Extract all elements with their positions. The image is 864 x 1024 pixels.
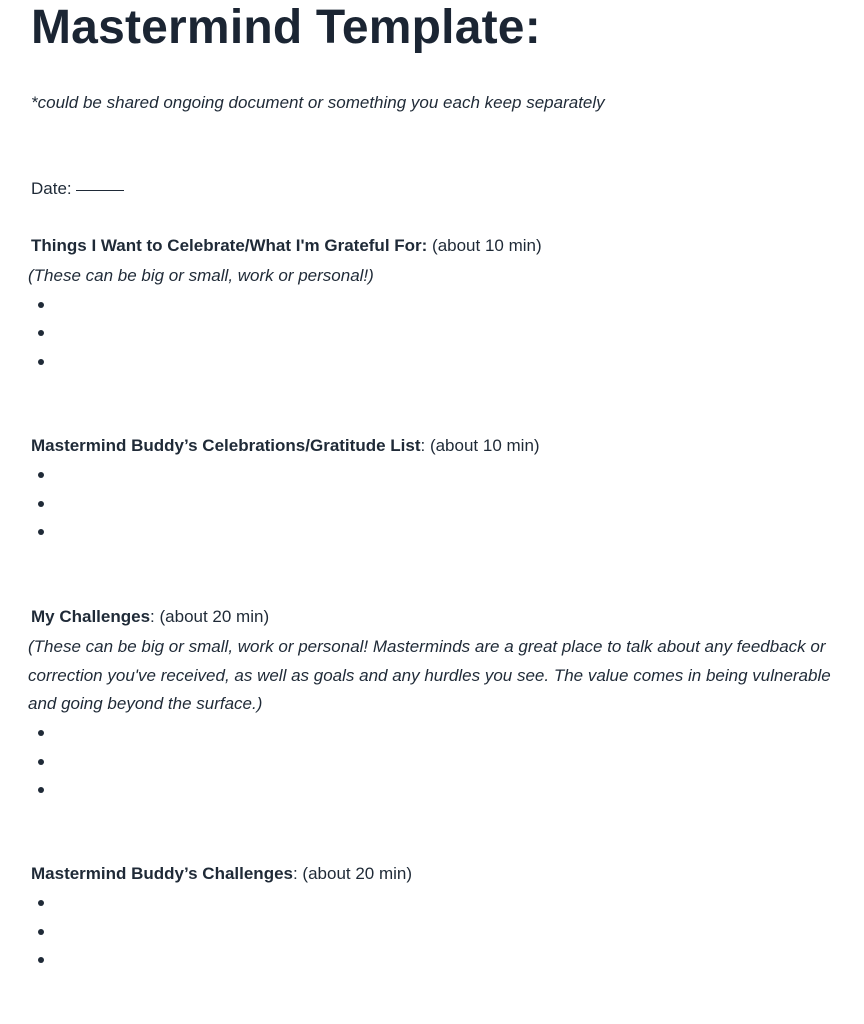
section-buddy-challenges [31, 862, 851, 975]
bullet-dot [38, 900, 44, 906]
bullet-list [31, 291, 851, 377]
list-item[interactable] [31, 946, 851, 975]
section-buddy-celebrations [31, 434, 851, 547]
bullet-dot [38, 330, 44, 336]
section-heading-time: : (about 20 min) [150, 607, 270, 626]
bullet-dot [38, 501, 44, 507]
list-item[interactable] [31, 719, 851, 748]
section-heading-time: (about 10 min) [427, 236, 542, 255]
bullet-list [31, 461, 851, 547]
date-line [31, 177, 124, 201]
bullet-dot [38, 529, 44, 535]
list-item[interactable] [31, 348, 851, 377]
page-title: Mastermind Template: [31, 1, 541, 54]
date-blank-line[interactable] [76, 190, 124, 191]
list-item[interactable] [31, 291, 851, 320]
list-item[interactable] [31, 518, 851, 547]
bullet-list [31, 719, 851, 805]
section-heading [31, 605, 851, 629]
list-item[interactable] [31, 461, 851, 490]
list-item[interactable] [31, 490, 851, 519]
section-heading [31, 234, 851, 258]
section-heading-bold: Things I Want to Celebrate/What I'm Grateful For: [31, 236, 428, 255]
bullet-list [31, 889, 851, 975]
bullet-dot [38, 957, 44, 963]
section-gratitude [28, 234, 851, 377]
section-description: (These can be big or small, work or personal!) [28, 266, 374, 285]
bullet-dot [38, 472, 44, 478]
list-item[interactable] [31, 319, 851, 348]
section-heading-bold: Mastermind Buddy’s Celebrations/Gratitude List [31, 436, 421, 455]
section-heading-time: : (about 20 min) [292, 864, 413, 883]
bullet-dot [38, 787, 44, 793]
date-label: Date: [31, 179, 72, 198]
template-note: *could be shared ongoing document or something you each keep separately [31, 93, 605, 112]
section-heading [31, 434, 851, 458]
list-item[interactable] [31, 776, 851, 805]
bullet-dot [38, 359, 44, 365]
section-my-challenges [28, 605, 851, 805]
bullet-dot [38, 929, 44, 935]
list-item[interactable] [31, 889, 851, 918]
section-heading-time: : (about 10 min) [420, 436, 540, 455]
bullet-dot [38, 759, 44, 765]
section-description: (These can be big or small, work or personal! Masterminds are a great place to talk about any feedback or correction you've received, as well as goals and any hurdles you see. The value comes in being vulnerable and going beyond the surface.) [28, 637, 831, 714]
list-item[interactable] [31, 918, 851, 947]
bullet-dot [38, 302, 44, 308]
list-item[interactable] [31, 748, 851, 777]
section-heading-bold: Mastermind Buddy’s Challenges [31, 864, 293, 883]
section-heading [31, 862, 851, 886]
bullet-dot [38, 730, 44, 736]
section-heading-bold: My Challenges [31, 607, 151, 626]
